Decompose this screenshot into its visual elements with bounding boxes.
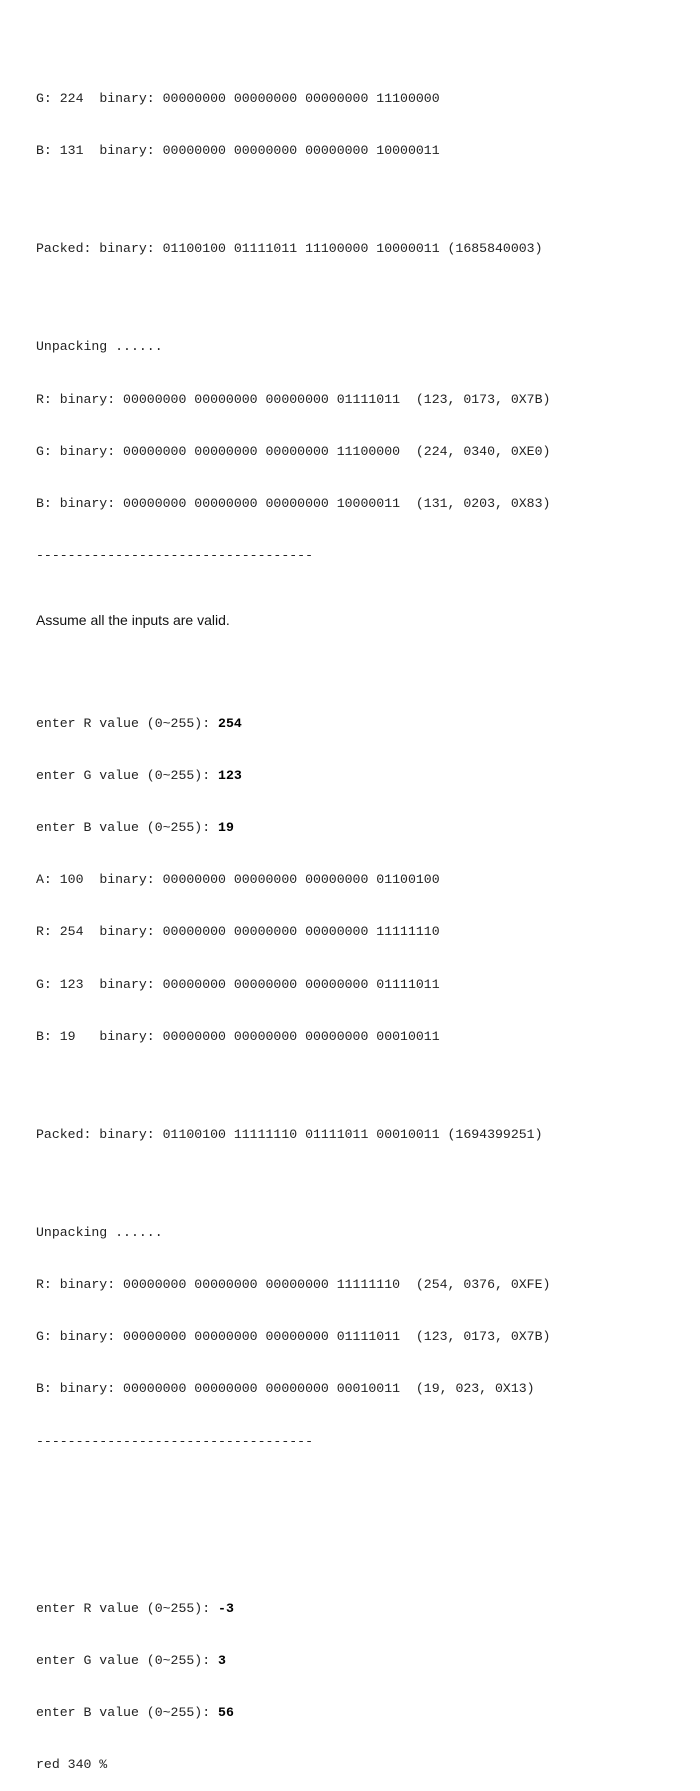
unpacked-values: (123, 0173, 0X7B) [415,391,551,407]
channel-label: R: 254 [36,924,84,940]
shell-prompt: red 340 % [36,1757,108,1773]
channel-binary: binary: 00000000 00000000 00000000 11111110 [99,924,440,940]
unpacked-binary: B: binary: 00000000 00000000 00000000 00010011 [36,1381,401,1397]
unpacked-binary: G: binary: 00000000 00000000 00000000 01111011 [36,1329,401,1345]
prompt-line-g [36,1652,686,1669]
unpacked-line-b [36,1380,686,1397]
prompt-text: enter R value (0~255): [36,1600,219,1616]
unpacked-line-g [36,443,686,460]
channel-line-g [36,976,686,993]
prompt-line-b [36,819,686,836]
unpacked-values: (19, 023, 0X13) [415,1381,535,1397]
prompt-line-b [36,1704,686,1721]
input-value: -3 [218,1600,234,1616]
unpacked-binary: G: binary: 00000000 00000000 00000000 11100000 [36,443,401,459]
prompt-text: enter R value (0~255): [36,715,219,731]
input-value: 3 [218,1653,226,1668]
channel-binary: binary: 00000000 00000000 00000000 01111011 [99,976,440,992]
input-value: 19 [218,819,234,835]
prompt-text: enter B value (0~255): [36,1705,219,1721]
unpacked-line-r [36,1276,686,1293]
prompt-line-r [36,715,686,732]
channel-binary: binary: 00000000 00000000 00000000 11100000 [99,91,440,107]
input-value: 123 [218,767,242,783]
unpacked-line-r [36,391,686,408]
channel-label: B: 19 [36,1028,84,1044]
prompt-text: enter B value (0~255): [36,819,219,835]
unpacked-line-b [36,495,686,512]
unpacked-values: (254, 0376, 0XFE) [415,1276,551,1292]
channel-line-b [36,1028,686,1045]
prompt-line-r [36,1600,686,1617]
unpacking-title: Unpacking ...... [36,339,163,355]
channel-line-g [36,90,686,107]
input-value: 254 [218,715,242,731]
channel-line-a [36,871,686,888]
separator: ----------------------------------- [36,548,313,564]
channel-label: A: 100 [36,872,84,888]
console-output [36,38,686,1791]
channel-binary: binary: 00000000 00000000 00000000 01100100 [99,872,440,888]
separator: ----------------------------------- [36,1433,313,1449]
unpacking-title: Unpacking ...... [36,1224,163,1240]
unpacked-line-g [36,1328,686,1345]
unpacked-binary: R: binary: 00000000 00000000 00000000 01111011 [36,391,401,407]
packed-line: Packed: binary: 01100100 11111110 01111011 00010011 (1694399251) [36,1126,543,1142]
channel-line-b [36,142,686,159]
packed-line: Packed: binary: 01100100 01111011 11100000 10000011 (1685840003) [36,241,543,257]
unpacked-binary: B: binary: 00000000 00000000 00000000 10000011 [36,496,401,512]
prompt-text: enter G value (0~255): [36,1653,219,1668]
unpacked-values: (224, 0340, 0XE0) [415,443,551,459]
prompt-line-g [36,767,686,784]
channel-label: B: 131 [36,143,84,159]
unpacked-binary: R: binary: 00000000 00000000 00000000 11111110 [36,1276,401,1292]
channel-line-r [36,923,686,940]
assumption-note: Assume all the inputs are valid. [36,612,230,628]
input-value: 56 [218,1705,234,1721]
channel-binary: binary: 00000000 00000000 00000000 00010011 [99,1028,440,1044]
unpacked-values: (123, 0173, 0X7B) [415,1329,551,1345]
unpacked-values: (131, 0203, 0X83) [415,496,551,512]
channel-label: G: 224 [36,91,84,107]
prompt-text: enter G value (0~255): [36,767,219,783]
channel-binary: binary: 00000000 00000000 00000000 10000011 [99,143,440,159]
channel-label: G: 123 [36,976,84,992]
